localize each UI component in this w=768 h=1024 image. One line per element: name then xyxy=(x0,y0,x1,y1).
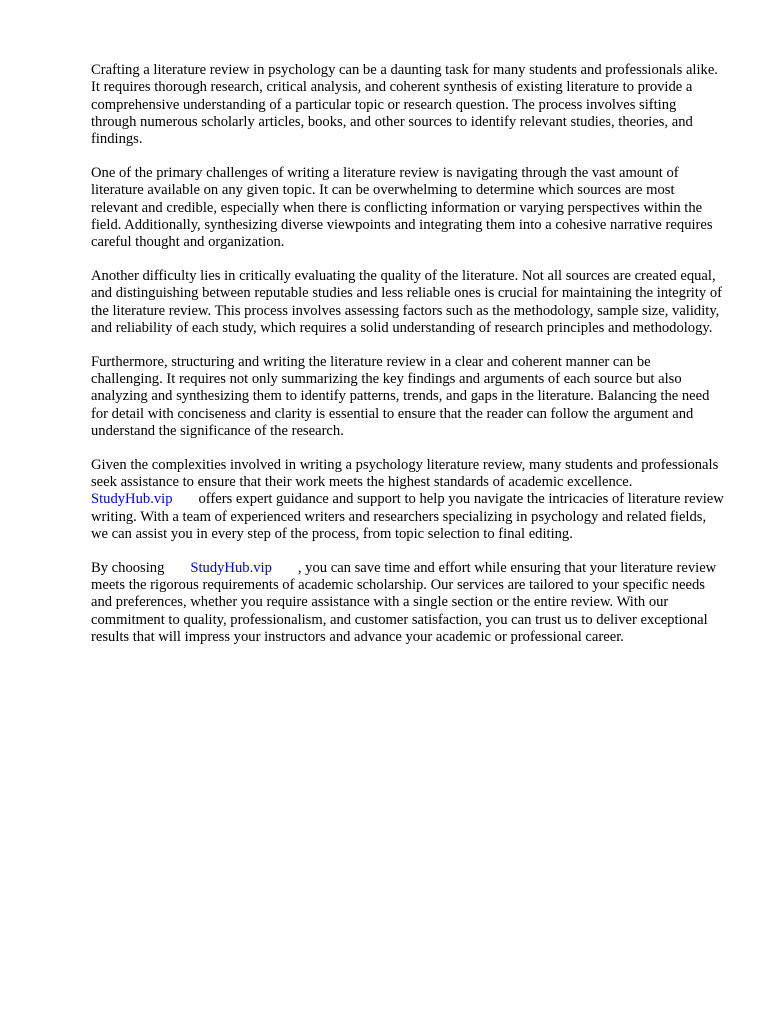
paragraph-assistance xyxy=(91,457,725,543)
paragraph-intro: Crafting a literature review in psychology can be a daunting task for many students and professionals alike. It requires thorough research, critical analysis, and coherent synthesis of existing literature to provide a comprehensive understanding of a particular topic or research question. The process involves sifting through numerous scholarly articles, books, and other sources to identify relevant studies, theories, and findings. xyxy=(91,62,718,148)
paragraph-conclusion xyxy=(91,560,725,646)
assistance-text-before: Given the complexities involved in writing a psychology literature review, many students and professionals seek assistance to ensure that their work meets the highest standards of academic excellence. xyxy=(91,456,719,490)
studyhub-link[interactable]: StudyHub.vip xyxy=(91,491,173,508)
paragraph-challenges: One of the primary challenges of writing a literature review is navigating through the vast amount of literature available on any given topic. It can be overwhelming to determine which sources are most relevant and credible, especially when there is conflicting information or varying perspectives within the field. Additionally, synthesizing diverse viewpoints and integrating them into a cohesive narrative requires careful thought and organization. xyxy=(91,164,713,251)
paragraph-evaluation: Another difficulty lies in critically evaluating the quality of the literature. Not all sources are created equal, and distinguishing between reputable studies and less reliable ones is crucial for maintaining the integrity of the literature review. This process involves assessing factors such as the methodology, sample size, validity, and reliability of each study, which requires a solid understanding of research principles and methodology. xyxy=(91,267,723,336)
studyhub-link[interactable]: StudyHub.vip xyxy=(190,559,272,576)
paragraph-structuring: Furthermore, structuring and writing the literature review in a clear and coherent manner can be challenging. It requires not only summarizing the key findings and arguments of each source but also analyzing and synthesizing them to identify patterns, trends, and gaps in the literature. Balancing the need for detail with conciseness and clarity is essential to ensure that the reader can follow the argument and understand the significance of the research. xyxy=(91,353,710,439)
conclusion-text-before: By choosing xyxy=(91,559,165,576)
conclusion-text-after: , you can save time and effort while ensuring that your literature review meets the rigorous requirements of academic scholarship. Our services are tailored to your specific needs and preferences, whether you require assistance with a single section or the entire review. With our commitment to quality, professionalism, and customer satisfaction, you can trust us to deliver exceptional results that will impress your instructors and advance your academic or professional career. xyxy=(91,559,717,645)
assistance-text-after: offers expert guidance and support to help you navigate the intricacies of literature review writing. With a team of experienced writers and researchers specializing in psychology and related fields, we can assist you in every step of the process, from topic selection to final editing. xyxy=(91,491,724,542)
document-body xyxy=(91,62,725,663)
